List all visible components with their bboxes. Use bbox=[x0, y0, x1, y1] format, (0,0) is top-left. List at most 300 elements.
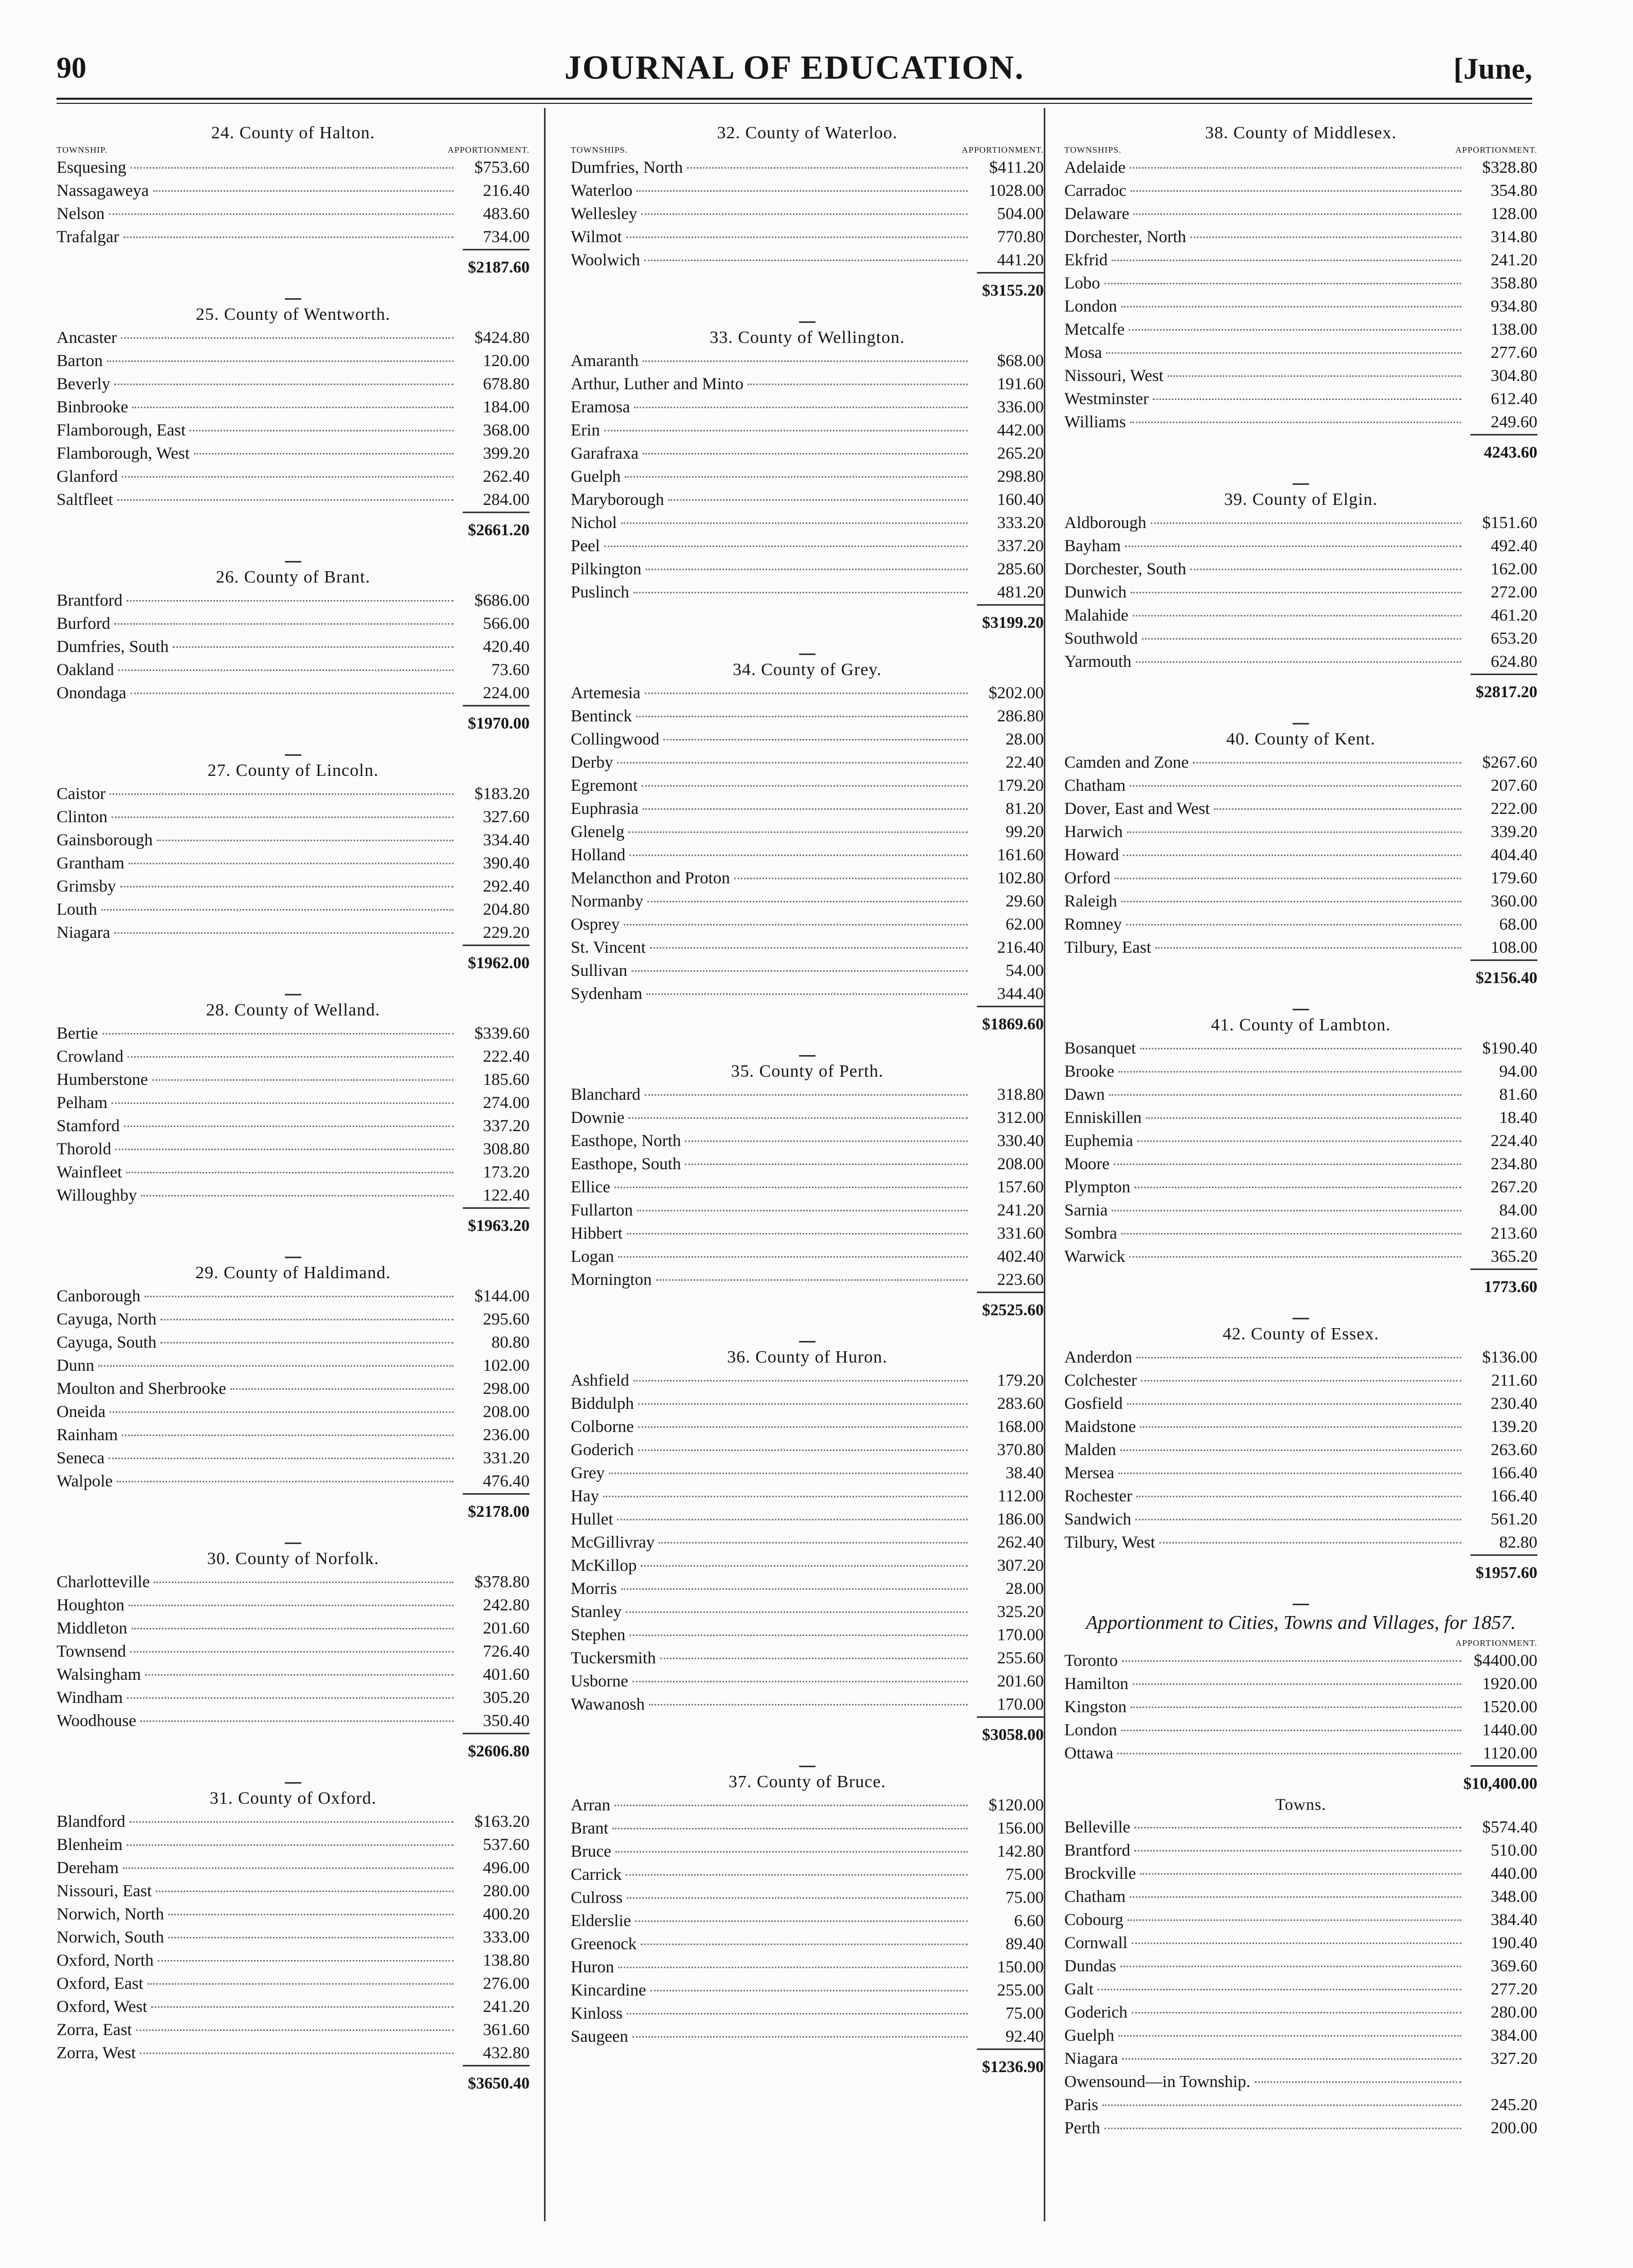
township-name: Morris bbox=[571, 1580, 617, 1598]
township-name: Delaware bbox=[1064, 205, 1130, 223]
township-name: Barton bbox=[57, 352, 103, 370]
township-name: Paris bbox=[1064, 2096, 1098, 2114]
total-rule bbox=[463, 945, 530, 946]
township-name: Woodhouse bbox=[57, 1712, 136, 1730]
county-heading: 39. County of Elgin. bbox=[1224, 490, 1378, 509]
table-row bbox=[1064, 1955, 1537, 1978]
table-row bbox=[1064, 774, 1537, 797]
table-row bbox=[57, 636, 530, 659]
township-name: Trafalgar bbox=[57, 228, 119, 246]
leader-dots bbox=[1190, 569, 1461, 570]
township-name: Colborne bbox=[571, 1418, 634, 1436]
township-name: Bruce bbox=[571, 1842, 611, 1861]
township-name: Dover, East and West bbox=[1064, 800, 1210, 818]
table-row bbox=[1064, 604, 1537, 627]
section-separator bbox=[1293, 1009, 1309, 1010]
table-row bbox=[571, 844, 1044, 867]
table-row bbox=[57, 1068, 530, 1092]
county-heading: 40. County of Kent. bbox=[1226, 730, 1376, 749]
apportionment-amount: 566.00 bbox=[483, 614, 530, 633]
leader-dots bbox=[633, 1380, 968, 1382]
leader-dots bbox=[621, 522, 968, 524]
leader-dots bbox=[1136, 1496, 1461, 1497]
county-section bbox=[571, 654, 1044, 1033]
leader-dots bbox=[650, 1990, 968, 1991]
apportionment-amount: 216.40 bbox=[483, 182, 530, 200]
apportionment-amount: 75.00 bbox=[1005, 1889, 1044, 1907]
township-name: Williams bbox=[1064, 413, 1126, 431]
leader-dots bbox=[151, 2006, 453, 2008]
section-separator bbox=[799, 1055, 815, 1057]
township-name: Wellesley bbox=[571, 205, 638, 223]
header-rule-thin bbox=[57, 103, 1532, 104]
table-row bbox=[1064, 1673, 1537, 1696]
leader-dots bbox=[663, 739, 968, 740]
township-name: Amaranth bbox=[571, 352, 639, 370]
table-row bbox=[1064, 844, 1537, 867]
apportionment-amount: 108.00 bbox=[1491, 938, 1537, 957]
apportionment-amount: 318.80 bbox=[997, 1085, 1044, 1104]
table-row bbox=[1064, 936, 1537, 959]
county-total: $1962.00 bbox=[468, 953, 530, 972]
leader-dots bbox=[114, 623, 453, 625]
table-row bbox=[1064, 1649, 1537, 1673]
township-name: Clinton bbox=[57, 808, 108, 826]
section-separator bbox=[1293, 723, 1309, 724]
table-row bbox=[571, 728, 1044, 751]
table-row bbox=[1064, 1222, 1537, 1245]
apportionment-amount: 267.20 bbox=[1491, 1178, 1537, 1196]
township-name: Flamborough, West bbox=[57, 444, 190, 463]
apportionment-amount: 440.00 bbox=[1491, 1864, 1537, 1883]
leader-dots bbox=[118, 669, 453, 671]
apportionment-amount: 173.20 bbox=[483, 1163, 530, 1182]
township-name: Sydenham bbox=[571, 985, 643, 1003]
apportionment-amount: 339.20 bbox=[1491, 823, 1537, 841]
township-name: Grey bbox=[571, 1464, 605, 1482]
township-name: Ancaster bbox=[57, 329, 117, 347]
table-row bbox=[1064, 1245, 1537, 1268]
table-row bbox=[57, 1331, 530, 1354]
table-row bbox=[57, 1640, 530, 1663]
leader-dots bbox=[126, 600, 453, 602]
table-row bbox=[57, 1995, 530, 2019]
township-name: Galt bbox=[1064, 1980, 1094, 1999]
apportionment-amount: 404.40 bbox=[1491, 846, 1537, 864]
leader-dots bbox=[633, 592, 968, 593]
table-row bbox=[1064, 1106, 1537, 1130]
section-separator bbox=[799, 654, 815, 655]
leader-dots bbox=[1130, 785, 1461, 787]
leader-dots bbox=[114, 384, 453, 385]
table-row bbox=[571, 535, 1044, 558]
apportionment-amount: 476.40 bbox=[483, 1472, 530, 1491]
apportionment-amount: 496.00 bbox=[483, 1859, 530, 1877]
township-name: McGillivray bbox=[571, 1533, 655, 1552]
leader-dots bbox=[1133, 1683, 1461, 1685]
county-total: $3199.20 bbox=[982, 613, 1044, 631]
township-name: Maryborough bbox=[571, 491, 664, 509]
leader-dots bbox=[117, 499, 453, 501]
table-row bbox=[1064, 1060, 1537, 1083]
county-section bbox=[1064, 1318, 1537, 1582]
township-name: Sombra bbox=[1064, 1224, 1117, 1243]
county-heading: 35. County of Perth. bbox=[731, 1062, 884, 1081]
leader-dots bbox=[1129, 329, 1461, 331]
leader-dots bbox=[641, 213, 968, 215]
total-rule bbox=[977, 1006, 1044, 1007]
leader-dots bbox=[114, 932, 453, 934]
table-row bbox=[1064, 581, 1537, 604]
apportionment-amount: 99.20 bbox=[1005, 823, 1044, 841]
apportionment-amount: $574.40 bbox=[1482, 1818, 1537, 1837]
apportionment-amount: 75.00 bbox=[1005, 1865, 1044, 1884]
township-name: Dunwich bbox=[1064, 583, 1127, 602]
township-name: Norwich, North bbox=[57, 1905, 164, 1924]
leader-dots bbox=[1131, 1707, 1461, 1708]
leader-dots bbox=[659, 1542, 968, 1544]
township-name: Oxford, East bbox=[57, 1974, 143, 1993]
township-name: Cobourg bbox=[1064, 1911, 1123, 1929]
table-row bbox=[1064, 627, 1537, 650]
leader-dots bbox=[128, 1056, 453, 1058]
township-name: Logan bbox=[571, 1247, 614, 1266]
table-row bbox=[571, 1840, 1044, 1863]
table-row bbox=[1064, 1083, 1537, 1106]
township-name: Erin bbox=[571, 421, 600, 440]
apportionment-column-header: APPORTIONMENT. bbox=[1455, 145, 1537, 155]
township-name: Flamborough, East bbox=[57, 421, 186, 440]
apportionment-amount: $686.00 bbox=[474, 591, 530, 610]
apportionment-amount: 678.80 bbox=[483, 375, 530, 393]
leader-dots bbox=[604, 430, 968, 431]
apportionment-amount: 156.00 bbox=[997, 1819, 1044, 1838]
apportionment-amount: 208.00 bbox=[483, 1403, 530, 1421]
table-row bbox=[57, 806, 530, 829]
township-name: Melancthon and Proton bbox=[571, 869, 730, 887]
township-name: Arthur, Luther and Minto bbox=[571, 375, 743, 393]
township-name: Raleigh bbox=[1064, 892, 1117, 911]
total-rule bbox=[977, 1716, 1044, 1718]
table-row bbox=[1064, 2001, 1537, 2024]
county-total: $1236.90 bbox=[982, 2057, 1044, 2076]
township-name: Stamford bbox=[57, 1117, 120, 1135]
county-total: $3650.40 bbox=[468, 2074, 530, 2092]
township-name: Puslinch bbox=[571, 583, 629, 602]
county-heading: 28. County of Welland. bbox=[206, 1001, 380, 1020]
township-name: Houghton bbox=[57, 1596, 124, 1614]
apportionment-amount: 284.00 bbox=[483, 491, 530, 509]
leader-dots bbox=[618, 1967, 968, 1968]
leader-dots bbox=[1118, 2035, 1461, 2037]
table-row bbox=[571, 203, 1044, 226]
township-name: Cornwall bbox=[1064, 1934, 1128, 1952]
table-row bbox=[571, 1794, 1044, 1817]
apportionment-amount: 112.00 bbox=[997, 1487, 1044, 1505]
township-name: Stephen bbox=[571, 1626, 626, 1644]
leader-dots bbox=[649, 1704, 968, 1705]
table-row bbox=[57, 659, 530, 682]
table-row bbox=[57, 1571, 530, 1594]
leader-dots bbox=[1141, 1380, 1461, 1382]
apportionment-amount: 222.40 bbox=[483, 1047, 530, 1066]
table-row bbox=[571, 682, 1044, 705]
leader-dots bbox=[1130, 1896, 1461, 1898]
apportionment-amount: 612.40 bbox=[1491, 390, 1537, 408]
leader-dots bbox=[124, 1126, 453, 1127]
leader-dots bbox=[1127, 831, 1461, 833]
table-row bbox=[571, 1245, 1044, 1268]
county-section bbox=[571, 123, 1044, 300]
township-name: Carradoc bbox=[1064, 182, 1127, 200]
leader-dots bbox=[625, 476, 968, 478]
leader-dots bbox=[1214, 808, 1461, 810]
leader-dots bbox=[1121, 1730, 1461, 1731]
total-rule bbox=[463, 249, 530, 250]
township-name: Sandwich bbox=[1064, 1510, 1132, 1529]
apportionment-amount: 255.00 bbox=[997, 1981, 1044, 2000]
apportionment-amount: 1440.00 bbox=[1482, 1721, 1537, 1739]
township-name: Wawanosh bbox=[571, 1695, 645, 1714]
township-name: Nichol bbox=[571, 514, 617, 532]
township-name: Bayham bbox=[1064, 537, 1121, 555]
leader-dots bbox=[1125, 546, 1461, 547]
leader-dots bbox=[614, 1805, 968, 1806]
township-name: Howard bbox=[1064, 846, 1119, 864]
township-name: Osprey bbox=[571, 915, 620, 934]
leader-dots bbox=[1134, 1187, 1461, 1188]
apportionment-amount: 298.00 bbox=[483, 1380, 530, 1398]
township-name: Moulton and Sherbrooke bbox=[57, 1380, 226, 1398]
apportionment-amount: 400.20 bbox=[483, 1905, 530, 1924]
township-column-header: TOWNSHIPS. bbox=[1064, 145, 1122, 155]
leader-dots bbox=[1133, 213, 1461, 215]
table-row bbox=[571, 1153, 1044, 1176]
township-name: Kingston bbox=[1064, 1698, 1127, 1716]
cities-section bbox=[1064, 1604, 1537, 2140]
table-row bbox=[57, 612, 530, 636]
apportionment-amount: 160.40 bbox=[997, 491, 1044, 509]
table-row bbox=[57, 442, 530, 465]
column-divider bbox=[544, 108, 546, 2221]
leader-dots bbox=[132, 1628, 454, 1629]
leader-dots bbox=[153, 190, 453, 192]
table-row bbox=[57, 1857, 530, 1880]
table-row bbox=[57, 2019, 530, 2042]
township-name: Townsend bbox=[57, 1642, 126, 1661]
township-name: Bertie bbox=[57, 1024, 98, 1043]
township-name: Oxford, West bbox=[57, 1998, 148, 2016]
apportionment-amount: 28.00 bbox=[1005, 1580, 1044, 1598]
leader-dots bbox=[1112, 1210, 1461, 1211]
table-row bbox=[57, 1022, 530, 1045]
county-total: $1869.60 bbox=[982, 1014, 1044, 1033]
table-row bbox=[1064, 226, 1537, 249]
township-name: Dumfries, South bbox=[57, 638, 169, 656]
county-section bbox=[57, 1543, 530, 1761]
table-row bbox=[1064, 751, 1537, 774]
township-name: Owensound—in Township. bbox=[1064, 2073, 1250, 2091]
leader-dots bbox=[618, 1256, 968, 1258]
leader-dots bbox=[121, 337, 453, 339]
apportionment-amount: 265.20 bbox=[997, 444, 1044, 463]
county-heading: 31. County of Oxford. bbox=[209, 1789, 377, 1808]
apportionment-amount: 369.60 bbox=[1491, 1957, 1537, 1975]
leader-dots bbox=[637, 190, 968, 192]
apportionment-amount: 139.20 bbox=[1491, 1418, 1537, 1436]
leader-dots bbox=[1135, 1519, 1461, 1520]
table-row bbox=[571, 959, 1044, 983]
township-name: Metcalfe bbox=[1064, 320, 1125, 339]
table-row bbox=[57, 203, 530, 226]
county-heading: 42. County of Essex. bbox=[1222, 1324, 1380, 1344]
leader-dots bbox=[626, 1874, 968, 1876]
leader-dots bbox=[1104, 2128, 1461, 2129]
county-heading: 32. County of Waterloo. bbox=[717, 123, 898, 142]
county-total: $3155.20 bbox=[982, 281, 1044, 299]
column-header-row bbox=[1064, 145, 1537, 155]
county-heading: 34. County of Grey. bbox=[733, 660, 882, 679]
table-row bbox=[57, 682, 530, 705]
table-row bbox=[57, 396, 530, 419]
leader-dots bbox=[194, 453, 453, 455]
apportionment-amount: 29.60 bbox=[1005, 892, 1044, 911]
township-name: Mosa bbox=[1064, 343, 1102, 362]
leader-dots bbox=[1121, 306, 1461, 307]
apportionment-amount: 84.00 bbox=[1499, 1201, 1537, 1220]
township-name: Nassagaweya bbox=[57, 182, 149, 200]
table-row bbox=[571, 1601, 1044, 1624]
leader-dots bbox=[1168, 375, 1461, 377]
table-row bbox=[571, 2002, 1044, 2025]
apportionment-amount: 280.00 bbox=[1491, 2003, 1537, 2022]
apportionment-column-header: APPORTIONMENT. bbox=[447, 145, 530, 155]
apportionment-amount: 337.20 bbox=[997, 537, 1044, 555]
county-heading: 30. County of Norfolk. bbox=[207, 1549, 379, 1568]
township-name: Charlotteville bbox=[57, 1573, 150, 1591]
township-name: Belleville bbox=[1064, 1818, 1131, 1837]
page-header bbox=[57, 41, 1532, 98]
township-name: Grantham bbox=[57, 854, 124, 873]
table-row bbox=[1064, 1719, 1537, 1742]
leader-dots bbox=[634, 407, 968, 408]
table-row bbox=[57, 1617, 530, 1640]
leader-dots bbox=[685, 1140, 968, 1142]
apportionment-amount: 262.40 bbox=[483, 467, 530, 486]
apportionment-amount: 28.00 bbox=[1005, 730, 1044, 749]
table-row bbox=[1064, 1416, 1537, 1439]
leader-dots bbox=[631, 970, 968, 972]
apportionment-amount: 277.20 bbox=[1491, 1980, 1537, 1999]
table-row bbox=[1064, 249, 1537, 272]
leader-dots bbox=[122, 476, 453, 478]
table-row bbox=[571, 867, 1044, 890]
journal-title: JOURNAL OF EDUCATION. bbox=[564, 49, 1025, 86]
apportionment-amount: 283.60 bbox=[997, 1394, 1044, 1413]
table-row bbox=[1064, 411, 1537, 434]
township-name: Esquesing bbox=[57, 158, 126, 177]
apportionment-amount: 162.00 bbox=[1491, 560, 1537, 578]
leader-dots bbox=[1122, 1660, 1461, 1662]
table-row bbox=[1064, 2047, 1537, 2071]
township-name: Dunn bbox=[57, 1356, 95, 1375]
apportionment-amount: 304.80 bbox=[1491, 367, 1537, 385]
township-name: Normanby bbox=[571, 892, 644, 911]
apportionment-amount: 384.00 bbox=[1491, 2026, 1537, 2045]
leader-dots bbox=[120, 886, 454, 887]
table-row bbox=[1064, 1742, 1537, 1765]
table-row bbox=[1064, 272, 1537, 295]
table-row bbox=[57, 1880, 530, 1903]
township-name: Seneca bbox=[57, 1449, 105, 1467]
apportionment-amount: 333.20 bbox=[997, 514, 1044, 532]
county-section bbox=[57, 994, 530, 1235]
county-heading: 36. County of Huron. bbox=[727, 1348, 887, 1367]
township-name: Dereham bbox=[57, 1859, 119, 1877]
table-row bbox=[1064, 179, 1537, 203]
leader-dots bbox=[168, 1937, 453, 1938]
table-row bbox=[1064, 365, 1537, 388]
table-row bbox=[57, 373, 530, 396]
township-column-header: TOWNSHIPS. bbox=[571, 145, 628, 155]
township-name: Euphrasia bbox=[571, 800, 639, 818]
apportionment-amount: 255.60 bbox=[997, 1649, 1044, 1667]
table-row bbox=[571, 581, 1044, 604]
apportionment-amount: 224.00 bbox=[483, 684, 530, 702]
leader-dots bbox=[656, 1279, 968, 1281]
leader-dots bbox=[160, 1342, 453, 1344]
leader-dots bbox=[127, 1697, 453, 1699]
county-section bbox=[1064, 483, 1537, 701]
township-name: Mersea bbox=[1064, 1464, 1115, 1482]
township-name: Tuckersmith bbox=[571, 1649, 656, 1667]
leader-dots bbox=[624, 924, 968, 926]
table-row bbox=[571, 705, 1044, 728]
township-name: McKillop bbox=[571, 1556, 637, 1575]
column-header-row bbox=[57, 145, 530, 155]
leader-dots bbox=[1137, 1140, 1461, 1142]
county-heading: 33. County of Wellington. bbox=[710, 328, 905, 347]
township-name: Brant bbox=[571, 1819, 609, 1838]
apportionment-amount: 81.60 bbox=[1499, 1085, 1537, 1104]
county-heading: 26. County of Brant. bbox=[215, 568, 371, 587]
table-row bbox=[1064, 388, 1537, 411]
apportionment-amount: 208.00 bbox=[997, 1155, 1044, 1173]
apportionment-amount: 358.80 bbox=[1491, 274, 1537, 293]
township-name: Hullet bbox=[571, 1510, 613, 1529]
total-rule bbox=[463, 1733, 530, 1734]
apportionment-amount: $378.80 bbox=[474, 1573, 530, 1591]
leader-dots bbox=[1118, 1473, 1461, 1474]
apportionment-amount: 308.80 bbox=[483, 1140, 530, 1158]
leader-dots bbox=[132, 407, 453, 408]
table-row bbox=[571, 1979, 1044, 2002]
table-row bbox=[57, 350, 530, 373]
leader-dots bbox=[638, 1403, 968, 1405]
table-row bbox=[571, 1577, 1044, 1601]
apportionment-amount: 120.00 bbox=[483, 352, 530, 370]
leader-dots bbox=[1193, 762, 1461, 764]
section-separator bbox=[285, 1257, 301, 1258]
township-name: Pelham bbox=[57, 1094, 107, 1112]
apportionment-amount: 402.40 bbox=[997, 1247, 1044, 1266]
apportionment-amount: 249.60 bbox=[1491, 413, 1537, 431]
table-row bbox=[571, 1933, 1044, 1956]
county-total: 4243.60 bbox=[1484, 443, 1537, 461]
township-name: Brantford bbox=[1064, 1841, 1131, 1860]
township-name: Goderich bbox=[571, 1441, 634, 1459]
table-row bbox=[571, 1647, 1044, 1670]
